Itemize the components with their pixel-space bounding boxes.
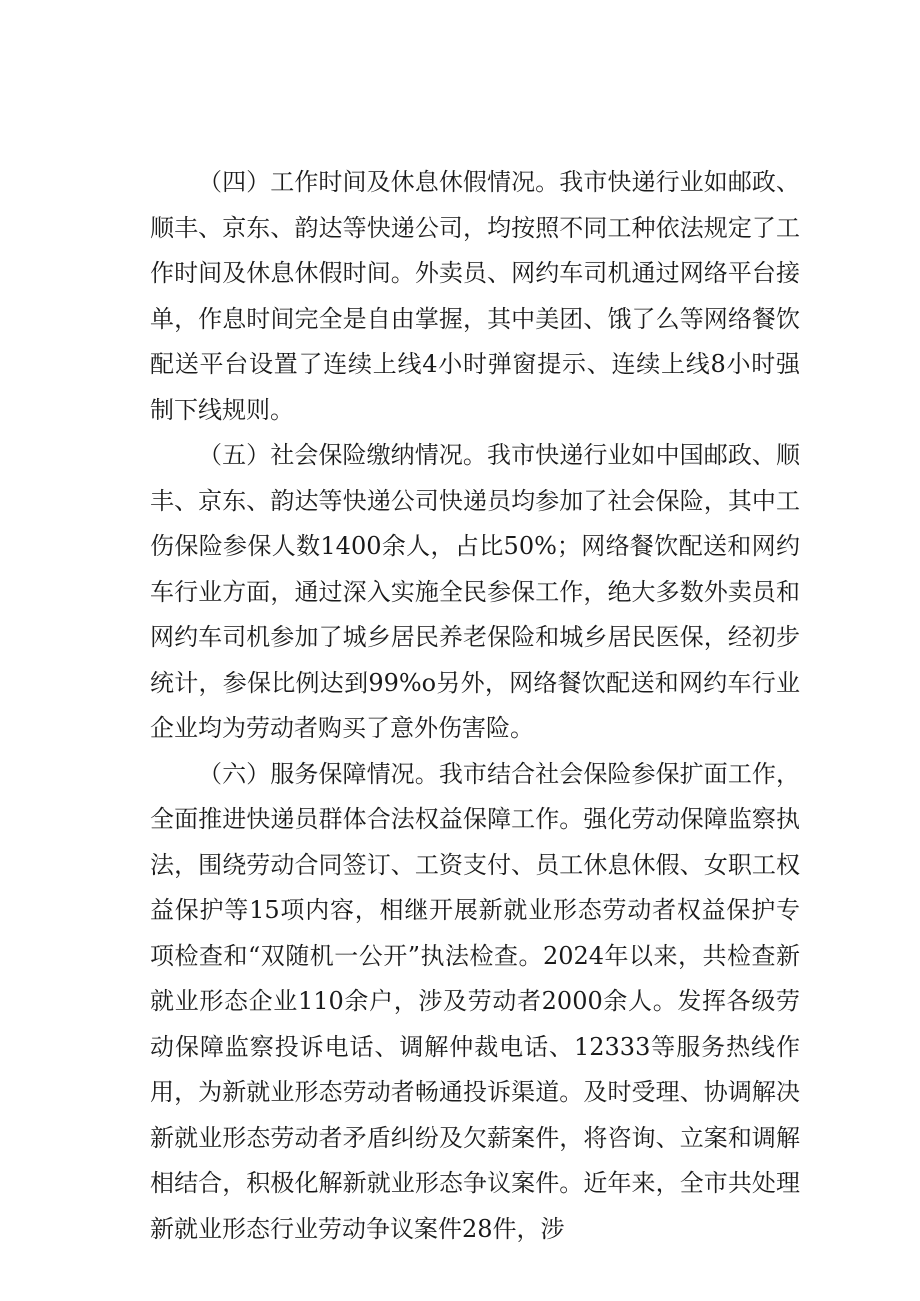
paragraph-work-hours: （四）工作时间及休息休假情况。我市快递行业如邮政、顺丰、京东、韵达等快递公司，均按照不同工种依法规定了工作时间及休息休假时间。外卖员、网约车司机通过网络平台接单，作息时间完全是自由掌握，其中美团、饿了么等网络餐饮配送平台设置了连续上线4小时弹窗提示、连续上线8小时强制下线规则。: [150, 168, 800, 424]
document-body: [150, 160, 800, 1252]
paragraph-service-guarantee: （六）服务保障情况。我市结合社会保险参保扩面工作，全面推进快递员群体合法权益保障工作。强化劳动保障监察执法，围绕劳动合同签订、工资支付、员工休息休假、女职工权益保护等15项内容，相继开展新就业形态劳动者权益保护专项检查和“双随机一公开”执法检查。2024年以来，共检查新就业形态企业110余户，涉及劳动者2000余人。发挥各级劳动保障监察投诉电话、调解仲裁电话、12333等服务热线作用，为新就业形态劳动者畅通投诉渠道。及时受理、协调解决新就业形态劳动者矛盾纠纷及欠薪案件，将咨询、立案和调解相结合，积极化解新就业形态争议案件。近年来，全市共处理新就业形态行业劳动争议案件28件，涉: [150, 759, 800, 1243]
paragraph-social-insurance: （五）社会保险缴纳情况。我市快递行业如中国邮政、顺丰、京东、韵达等快递公司快递员均参加了社会保险，其中工伤保险参保人数1400余人，占比50%；网络餐饮配送和网约车行业方面，通过深入实施全民参保工作，绝大多数外卖员和网约车司机参加了城乡居民养老保险和城乡居民医保，经初步统计，参保比例达到99%o另外，网络餐饮配送和网约车行业企业均为劳动者购买了意外伤害险。: [150, 441, 800, 742]
